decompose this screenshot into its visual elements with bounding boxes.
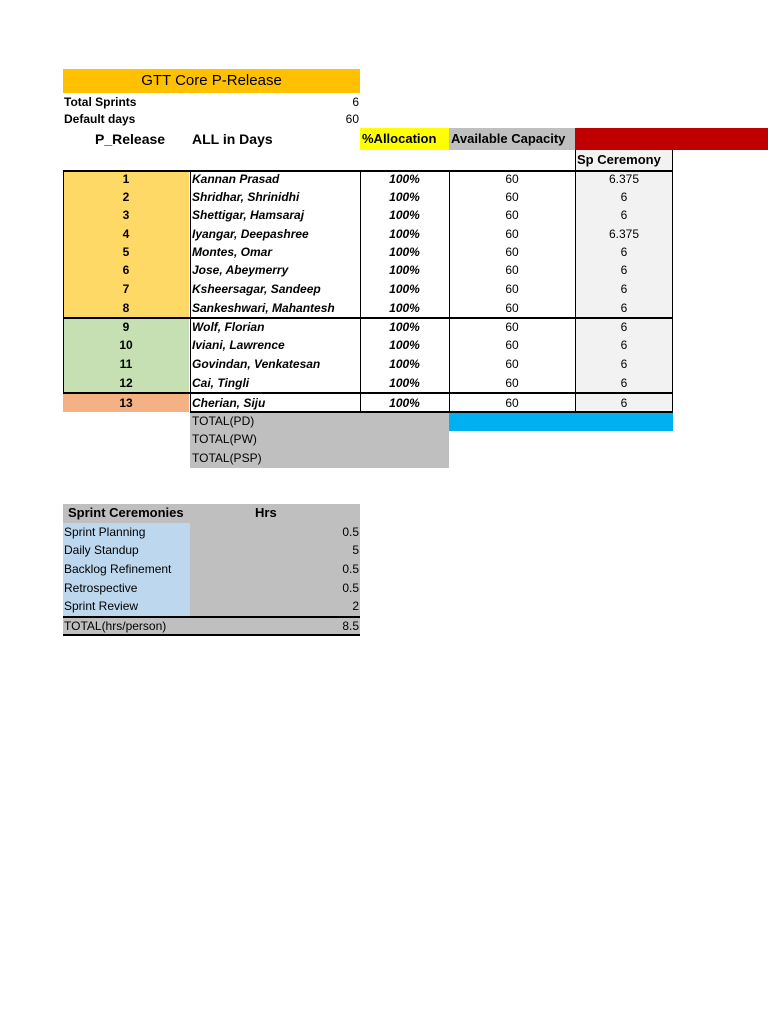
ceremonies-total-value: 8.5	[342, 619, 359, 633]
row-ceremony: 6.375	[608, 172, 640, 186]
p-release-header: P_Release	[95, 131, 166, 147]
default-days-value: 60	[345, 112, 359, 126]
sheet-title: GTT Core P-Release	[63, 69, 360, 93]
row-capacity: 60	[505, 320, 519, 334]
row-name: Cherian, Siju	[192, 396, 266, 410]
row-name: Iviani, Lawrence	[192, 338, 285, 352]
row-number: 4	[122, 227, 130, 241]
row-number: 2	[122, 190, 130, 204]
row-allocation: 100%	[389, 357, 420, 371]
row-number: 9	[122, 320, 130, 334]
row-ceremony: 6	[620, 376, 628, 390]
row-name: Govindan, Venkatesan	[192, 357, 321, 371]
ceremonies-header-name: Sprint Ceremonies	[68, 505, 184, 520]
row-allocation: 100%	[389, 263, 420, 277]
row-capacity: 60	[505, 208, 519, 222]
row-number: 5	[122, 245, 130, 259]
row-number: 3	[122, 208, 130, 222]
ceremony-name: Retrospective	[64, 581, 138, 595]
ceremony-hrs: 5	[352, 543, 359, 557]
total-pd-label: TOTAL(PD)	[192, 414, 255, 428]
sp-ceremony-header: Sp Ceremony	[577, 152, 661, 167]
row-number: 12	[119, 376, 133, 390]
row-name: Kannan Prasad	[192, 172, 280, 186]
row-ceremony: 6.375	[608, 227, 640, 241]
row-name: Cai, Tingli	[192, 376, 250, 390]
row-number: 13	[119, 396, 133, 410]
row-name: Shettigar, Hamsaraj	[192, 208, 305, 222]
row-ceremony: 6	[620, 320, 628, 334]
ceremony-hrs: 0.5	[342, 525, 359, 539]
all-in-days-header: ALL in Days	[192, 131, 273, 147]
row-capacity: 60	[505, 227, 519, 241]
row-ceremony: 6	[620, 282, 628, 296]
row-ceremony: 6	[620, 357, 628, 371]
ceremony-hrs: 2	[352, 599, 359, 613]
row-capacity: 60	[505, 245, 519, 259]
row-number: 6	[122, 263, 130, 277]
group-divider-2	[63, 392, 673, 394]
row-capacity: 60	[505, 301, 519, 315]
row-capacity: 60	[505, 357, 519, 371]
row-capacity: 60	[505, 172, 519, 186]
allocation-header: %Allocation	[362, 131, 437, 146]
row-ceremony: 6	[620, 245, 628, 259]
ceremony-name: Backlog Refinement	[64, 562, 172, 576]
row-allocation: 100%	[389, 208, 420, 222]
row-number: 11	[119, 357, 133, 371]
total-sprints-value: 6	[352, 95, 359, 109]
ceremony-name: Daily Standup	[64, 543, 139, 557]
row-allocation: 100%	[389, 301, 420, 315]
column-divider-name	[190, 171, 191, 412]
ceremony-hrs: 0.5	[342, 581, 359, 595]
row-ceremony: 6	[620, 301, 628, 315]
row-number: 8	[122, 301, 130, 315]
row-allocation: 100%	[389, 376, 420, 390]
red-header-bg	[575, 128, 768, 150]
row-name: Ksheersagar, Sandeep	[192, 282, 321, 296]
row-capacity: 60	[505, 282, 519, 296]
row-name: Wolf, Florian	[192, 320, 265, 334]
row-name: Montes, Omar	[192, 245, 273, 259]
ceremony-name: Sprint Planning	[64, 525, 146, 539]
row-allocation: 100%	[389, 172, 420, 186]
row-capacity: 60	[505, 396, 519, 410]
row-capacity: 60	[505, 338, 519, 352]
row-ceremony: 6	[620, 263, 628, 277]
ceremony-hrs: 0.5	[342, 562, 359, 576]
row-ceremony: 6	[620, 338, 628, 352]
ceremonies-total-label: TOTAL(hrs/person)	[64, 619, 167, 633]
row-ceremony: 6	[620, 190, 628, 204]
row-ceremony: 6	[620, 208, 628, 222]
row-allocation: 100%	[389, 320, 420, 334]
row-capacity: 60	[505, 190, 519, 204]
row-allocation: 100%	[389, 282, 420, 296]
total-sprints-label: Total Sprints	[64, 95, 137, 109]
row-name: Jose, Abeymerry	[192, 263, 289, 277]
row-allocation: 100%	[389, 190, 420, 204]
ceremony-name: Sprint Review	[64, 599, 139, 613]
row-capacity: 60	[505, 376, 519, 390]
row-name: Sankeshwari, Mahantesh	[192, 301, 335, 315]
row-name: Shridhar, Shrinidhi	[192, 190, 300, 204]
row-number: 7	[122, 282, 130, 296]
row-ceremony: 6	[620, 396, 628, 410]
table-bottom-border	[190, 411, 673, 413]
available-capacity-header: Available Capacity	[451, 131, 566, 146]
default-days-label: Default days	[64, 112, 136, 126]
row-name: Iyangar, Deepashree	[192, 227, 309, 241]
row-allocation: 100%	[389, 227, 420, 241]
row-capacity: 60	[505, 263, 519, 277]
row-allocation: 100%	[389, 338, 420, 352]
total-psp-label: TOTAL(PSP)	[192, 451, 262, 465]
row-allocation: 100%	[389, 396, 420, 410]
total-pw-label: TOTAL(PW)	[192, 432, 257, 446]
total-blue-bar	[449, 412, 673, 431]
ceremonies-header-hrs: Hrs	[255, 505, 277, 520]
row-number: 10	[119, 338, 133, 352]
row-number: 1	[122, 172, 130, 186]
row-allocation: 100%	[389, 245, 420, 259]
